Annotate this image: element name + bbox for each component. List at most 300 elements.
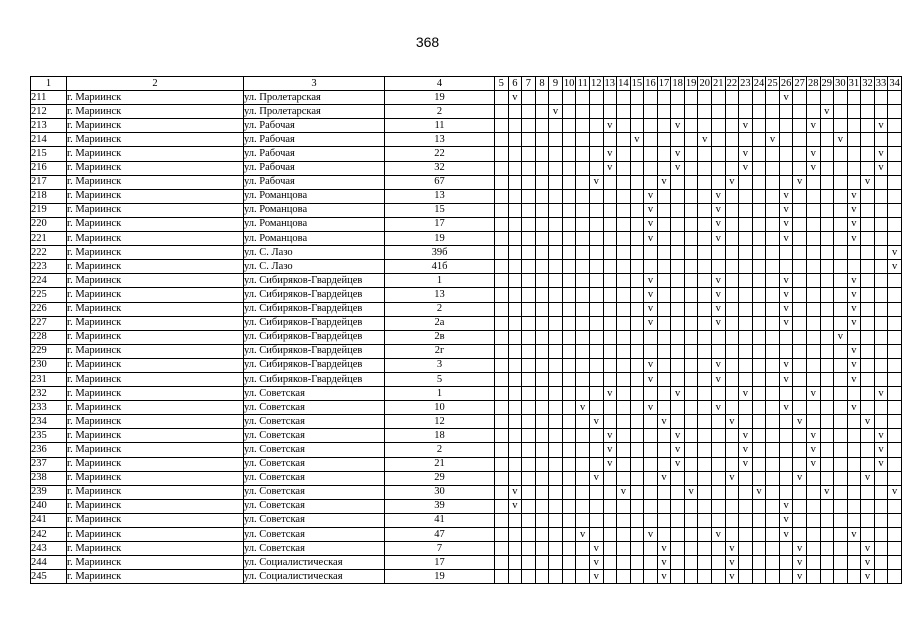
- schedule-cell: [806, 203, 820, 217]
- schedule-cell: [888, 330, 902, 344]
- schedule-cell: [752, 457, 766, 471]
- house-cell: 13: [385, 133, 495, 147]
- schedule-cell: [549, 499, 563, 513]
- schedule-cell: [576, 330, 590, 344]
- schedule-cell: v: [739, 429, 753, 443]
- schedule-cell: [562, 358, 576, 372]
- schedule-cell: [820, 542, 834, 556]
- row-number: 236: [31, 443, 67, 457]
- schedule-cell: [698, 105, 712, 119]
- schedule-cell: [644, 513, 658, 527]
- schedule-cell: [874, 528, 888, 542]
- schedule-cell: [603, 203, 617, 217]
- schedule-cell: [766, 415, 780, 429]
- schedule-cell: [562, 91, 576, 105]
- schedule-cell: [861, 429, 875, 443]
- schedule-cell: [535, 499, 549, 513]
- schedule-cell: v: [806, 387, 820, 401]
- schedule-cell: [617, 401, 631, 415]
- schedule-cell: [752, 429, 766, 443]
- schedule-cell: [806, 556, 820, 570]
- row-number: 238: [31, 471, 67, 485]
- schedule-cell: [549, 457, 563, 471]
- schedule-cell: v: [508, 485, 522, 499]
- schedule-cell: [617, 302, 631, 316]
- schedule-cell: v: [712, 316, 726, 330]
- row-number: 221: [31, 232, 67, 246]
- schedule-cell: [644, 443, 658, 457]
- schedule-cell: [630, 387, 644, 401]
- row-number: 243: [31, 542, 67, 556]
- schedule-cell: [657, 344, 671, 358]
- schedule-cell: [834, 147, 848, 161]
- schedule-cell: [630, 105, 644, 119]
- schedule-table: [30, 76, 902, 584]
- schedule-cell: [806, 246, 820, 260]
- schedule-cell: v: [508, 499, 522, 513]
- schedule-cell: [739, 189, 753, 203]
- schedule-cell: [657, 161, 671, 175]
- schedule-cell: [562, 570, 576, 584]
- house-cell: 2: [385, 302, 495, 316]
- schedule-cell: [752, 499, 766, 513]
- schedule-cell: [522, 217, 536, 231]
- row-number: 234: [31, 415, 67, 429]
- schedule-cell: [562, 246, 576, 260]
- schedule-cell: [535, 133, 549, 147]
- schedule-cell: [766, 542, 780, 556]
- schedule-cell: [617, 288, 631, 302]
- schedule-cell: [793, 387, 807, 401]
- schedule-cell: [712, 415, 726, 429]
- schedule-cell: [562, 161, 576, 175]
- schedule-cell: [522, 288, 536, 302]
- schedule-cell: v: [644, 189, 658, 203]
- schedule-cell: [766, 316, 780, 330]
- schedule-cell: v: [861, 570, 875, 584]
- schedule-cell: [617, 330, 631, 344]
- schedule-cell: [684, 203, 698, 217]
- table-row: [31, 274, 902, 288]
- table-row: [31, 105, 902, 119]
- schedule-cell: [671, 330, 685, 344]
- schedule-cell: [834, 119, 848, 133]
- schedule-cell: [806, 316, 820, 330]
- schedule-cell: [888, 429, 902, 443]
- schedule-cell: [847, 175, 861, 189]
- row-number: 237: [31, 457, 67, 471]
- schedule-cell: [698, 147, 712, 161]
- schedule-cell: [630, 358, 644, 372]
- table-row: [31, 372, 902, 386]
- schedule-cell: [535, 232, 549, 246]
- schedule-cell: [834, 542, 848, 556]
- schedule-cell: v: [793, 542, 807, 556]
- schedule-cell: [576, 147, 590, 161]
- schedule-cell: [522, 401, 536, 415]
- schedule-cell: [888, 556, 902, 570]
- schedule-cell: [535, 105, 549, 119]
- house-cell: 22: [385, 147, 495, 161]
- schedule-cell: [834, 358, 848, 372]
- schedule-cell: [793, 105, 807, 119]
- schedule-cell: [874, 499, 888, 513]
- schedule-cell: [535, 485, 549, 499]
- schedule-cell: [793, 485, 807, 499]
- schedule-cell: [766, 401, 780, 415]
- schedule-cell: [562, 105, 576, 119]
- schedule-cell: [617, 429, 631, 443]
- row-number: 214: [31, 133, 67, 147]
- schedule-cell: [671, 302, 685, 316]
- schedule-cell: [847, 147, 861, 161]
- schedule-cell: [603, 372, 617, 386]
- schedule-cell: [874, 232, 888, 246]
- schedule-cell: [657, 513, 671, 527]
- schedule-cell: [874, 274, 888, 288]
- schedule-cell: [698, 330, 712, 344]
- schedule-cell: [766, 387, 780, 401]
- schedule-cell: [684, 372, 698, 386]
- schedule-cell: [861, 330, 875, 344]
- schedule-cell: [562, 528, 576, 542]
- schedule-cell: [671, 415, 685, 429]
- schedule-cell: [549, 372, 563, 386]
- schedule-cell: [806, 513, 820, 527]
- schedule-cell: [535, 91, 549, 105]
- schedule-cell: [766, 288, 780, 302]
- schedule-cell: [752, 189, 766, 203]
- schedule-cell: [874, 513, 888, 527]
- schedule-cell: [644, 105, 658, 119]
- table-row: [31, 485, 902, 499]
- schedule-cell: v: [644, 232, 658, 246]
- schedule-cell: [630, 330, 644, 344]
- schedule-cell: [589, 316, 603, 330]
- schedule-cell: [766, 105, 780, 119]
- schedule-cell: [617, 443, 631, 457]
- schedule-cell: [562, 316, 576, 330]
- schedule-cell: [888, 217, 902, 231]
- city-cell: г. Мариинск: [67, 358, 244, 372]
- schedule-cell: [522, 485, 536, 499]
- schedule-cell: [589, 457, 603, 471]
- schedule-cell: [752, 288, 766, 302]
- schedule-cell: [752, 203, 766, 217]
- schedule-cell: v: [644, 316, 658, 330]
- schedule-cell: [725, 513, 739, 527]
- schedule-cell: [549, 387, 563, 401]
- schedule-cell: [806, 542, 820, 556]
- schedule-cell: [495, 189, 509, 203]
- schedule-cell: v: [644, 203, 658, 217]
- schedule-cell: [535, 330, 549, 344]
- city-cell: г. Мариинск: [67, 119, 244, 133]
- schedule-cell: [793, 429, 807, 443]
- schedule-cell: [576, 415, 590, 429]
- schedule-cell: [766, 161, 780, 175]
- schedule-cell: [766, 330, 780, 344]
- schedule-cell: [725, 105, 739, 119]
- schedule-cell: [522, 513, 536, 527]
- schedule-cell: [508, 429, 522, 443]
- header-cell: 8: [535, 77, 549, 91]
- house-cell: 3: [385, 358, 495, 372]
- schedule-cell: [684, 175, 698, 189]
- schedule-cell: [508, 372, 522, 386]
- schedule-cell: [589, 302, 603, 316]
- schedule-cell: [589, 260, 603, 274]
- schedule-cell: v: [603, 119, 617, 133]
- schedule-cell: [549, 401, 563, 415]
- city-cell: г. Мариинск: [67, 274, 244, 288]
- schedule-cell: [562, 288, 576, 302]
- schedule-cell: [589, 358, 603, 372]
- schedule-cell: [874, 542, 888, 556]
- schedule-cell: [684, 344, 698, 358]
- schedule-cell: [508, 203, 522, 217]
- header-cell: 30: [834, 77, 848, 91]
- city-cell: г. Мариинск: [67, 246, 244, 260]
- house-cell: 7: [385, 542, 495, 556]
- schedule-cell: v: [779, 189, 793, 203]
- schedule-cell: v: [739, 161, 753, 175]
- house-cell: 17: [385, 556, 495, 570]
- schedule-cell: v: [779, 401, 793, 415]
- schedule-cell: [698, 387, 712, 401]
- city-cell: г. Мариинск: [67, 302, 244, 316]
- schedule-cell: [508, 175, 522, 189]
- schedule-cell: [766, 147, 780, 161]
- schedule-cell: [725, 91, 739, 105]
- schedule-cell: [698, 119, 712, 133]
- schedule-cell: [712, 161, 726, 175]
- schedule-cell: v: [725, 542, 739, 556]
- schedule-cell: [495, 457, 509, 471]
- schedule-cell: [820, 499, 834, 513]
- schedule-cell: [657, 105, 671, 119]
- schedule-cell: [888, 570, 902, 584]
- schedule-cell: [495, 232, 509, 246]
- row-number: 227: [31, 316, 67, 330]
- schedule-cell: [820, 274, 834, 288]
- schedule-cell: [495, 119, 509, 133]
- schedule-cell: [522, 415, 536, 429]
- schedule-cell: [657, 499, 671, 513]
- city-cell: г. Мариинск: [67, 485, 244, 499]
- schedule-cell: [657, 457, 671, 471]
- row-number: 229: [31, 344, 67, 358]
- schedule-cell: [820, 217, 834, 231]
- city-cell: г. Мариинск: [67, 415, 244, 429]
- schedule-cell: [820, 203, 834, 217]
- street-cell: ул. Советская: [244, 528, 385, 542]
- row-number: 239: [31, 485, 67, 499]
- schedule-cell: [603, 401, 617, 415]
- schedule-cell: [562, 556, 576, 570]
- schedule-cell: [508, 415, 522, 429]
- schedule-cell: [522, 316, 536, 330]
- schedule-cell: v: [779, 302, 793, 316]
- schedule-cell: [820, 528, 834, 542]
- schedule-cell: [739, 105, 753, 119]
- schedule-cell: [739, 358, 753, 372]
- schedule-cell: [847, 556, 861, 570]
- schedule-cell: [806, 175, 820, 189]
- schedule-cell: [684, 232, 698, 246]
- table-row: [31, 232, 902, 246]
- schedule-cell: [630, 415, 644, 429]
- city-cell: г. Мариинск: [67, 161, 244, 175]
- schedule-cell: [820, 401, 834, 415]
- schedule-cell: [752, 513, 766, 527]
- schedule-cell: [576, 175, 590, 189]
- schedule-cell: [752, 344, 766, 358]
- table-row: [31, 528, 902, 542]
- schedule-cell: [562, 387, 576, 401]
- schedule-cell: [766, 528, 780, 542]
- schedule-cell: [684, 217, 698, 231]
- table-row: [31, 513, 902, 527]
- schedule-cell: [793, 119, 807, 133]
- schedule-cell: [535, 344, 549, 358]
- street-cell: ул. Романцова: [244, 203, 385, 217]
- header-cell: 31: [847, 77, 861, 91]
- schedule-cell: [698, 443, 712, 457]
- schedule-cell: [495, 147, 509, 161]
- schedule-cell: [617, 513, 631, 527]
- schedule-cell: v: [779, 513, 793, 527]
- schedule-cell: [630, 429, 644, 443]
- schedule-cell: [495, 485, 509, 499]
- schedule-cell: [861, 387, 875, 401]
- header-cell: 19: [684, 77, 698, 91]
- schedule-cell: [630, 91, 644, 105]
- schedule-cell: v: [712, 302, 726, 316]
- schedule-cell: [684, 429, 698, 443]
- schedule-cell: [861, 513, 875, 527]
- schedule-cell: [671, 232, 685, 246]
- schedule-cell: [603, 302, 617, 316]
- schedule-cell: [793, 499, 807, 513]
- schedule-cell: [522, 203, 536, 217]
- schedule-cell: [657, 485, 671, 499]
- schedule-cell: [847, 471, 861, 485]
- schedule-cell: [508, 302, 522, 316]
- schedule-cell: [739, 274, 753, 288]
- house-cell: 12: [385, 415, 495, 429]
- street-cell: ул. Сибиряков-Гвардейцев: [244, 274, 385, 288]
- schedule-cell: [684, 161, 698, 175]
- schedule-cell: [766, 471, 780, 485]
- schedule-cell: [684, 528, 698, 542]
- row-number: 215: [31, 147, 67, 161]
- schedule-cell: [576, 429, 590, 443]
- schedule-cell: [630, 513, 644, 527]
- schedule-cell: [725, 528, 739, 542]
- schedule-cell: v: [589, 570, 603, 584]
- schedule-cell: v: [888, 485, 902, 499]
- header-cell: 20: [698, 77, 712, 91]
- schedule-cell: [806, 499, 820, 513]
- schedule-cell: [630, 147, 644, 161]
- schedule-cell: [739, 485, 753, 499]
- schedule-cell: [752, 232, 766, 246]
- schedule-cell: [861, 499, 875, 513]
- schedule-cell: [562, 260, 576, 274]
- schedule-cell: [671, 217, 685, 231]
- schedule-cell: [888, 457, 902, 471]
- schedule-cell: [834, 499, 848, 513]
- schedule-cell: [508, 344, 522, 358]
- schedule-cell: [617, 189, 631, 203]
- schedule-cell: [495, 415, 509, 429]
- schedule-cell: [495, 246, 509, 260]
- table-row: [31, 457, 902, 471]
- house-cell: 47: [385, 528, 495, 542]
- schedule-cell: [752, 330, 766, 344]
- schedule-cell: [630, 542, 644, 556]
- schedule-cell: v: [847, 274, 861, 288]
- schedule-cell: [834, 161, 848, 175]
- schedule-cell: [725, 499, 739, 513]
- schedule-cell: [630, 175, 644, 189]
- schedule-cell: [535, 302, 549, 316]
- schedule-cell: [603, 274, 617, 288]
- schedule-cell: [657, 316, 671, 330]
- schedule-cell: [617, 203, 631, 217]
- schedule-cell: [576, 443, 590, 457]
- schedule-cell: v: [644, 302, 658, 316]
- schedule-cell: [535, 372, 549, 386]
- schedule-cell: [888, 542, 902, 556]
- table-row: [31, 401, 902, 415]
- schedule-cell: [698, 570, 712, 584]
- schedule-cell: v: [874, 119, 888, 133]
- schedule-cell: [806, 217, 820, 231]
- street-cell: ул. Социалистическая: [244, 570, 385, 584]
- schedule-cell: [793, 147, 807, 161]
- schedule-cell: [698, 288, 712, 302]
- row-number: 217: [31, 175, 67, 189]
- schedule-cell: v: [657, 471, 671, 485]
- street-cell: ул. С. Лазо: [244, 246, 385, 260]
- schedule-cell: v: [779, 499, 793, 513]
- schedule-cell: [793, 91, 807, 105]
- schedule-cell: [725, 401, 739, 415]
- schedule-cell: [698, 542, 712, 556]
- schedule-cell: [589, 513, 603, 527]
- schedule-cell: v: [576, 401, 590, 415]
- schedule-cell: [657, 302, 671, 316]
- schedule-cell: [576, 344, 590, 358]
- schedule-cell: [562, 457, 576, 471]
- table-row: [31, 330, 902, 344]
- schedule-cell: [861, 91, 875, 105]
- schedule-cell: [522, 260, 536, 274]
- schedule-cell: [603, 246, 617, 260]
- schedule-cell: [834, 302, 848, 316]
- table-row: [31, 133, 902, 147]
- schedule-cell: [806, 570, 820, 584]
- schedule-cell: [630, 499, 644, 513]
- schedule-cell: v: [806, 443, 820, 457]
- schedule-cell: [549, 344, 563, 358]
- schedule-cell: [684, 91, 698, 105]
- schedule-cell: v: [589, 175, 603, 189]
- schedule-cell: [834, 556, 848, 570]
- table-row: [31, 556, 902, 570]
